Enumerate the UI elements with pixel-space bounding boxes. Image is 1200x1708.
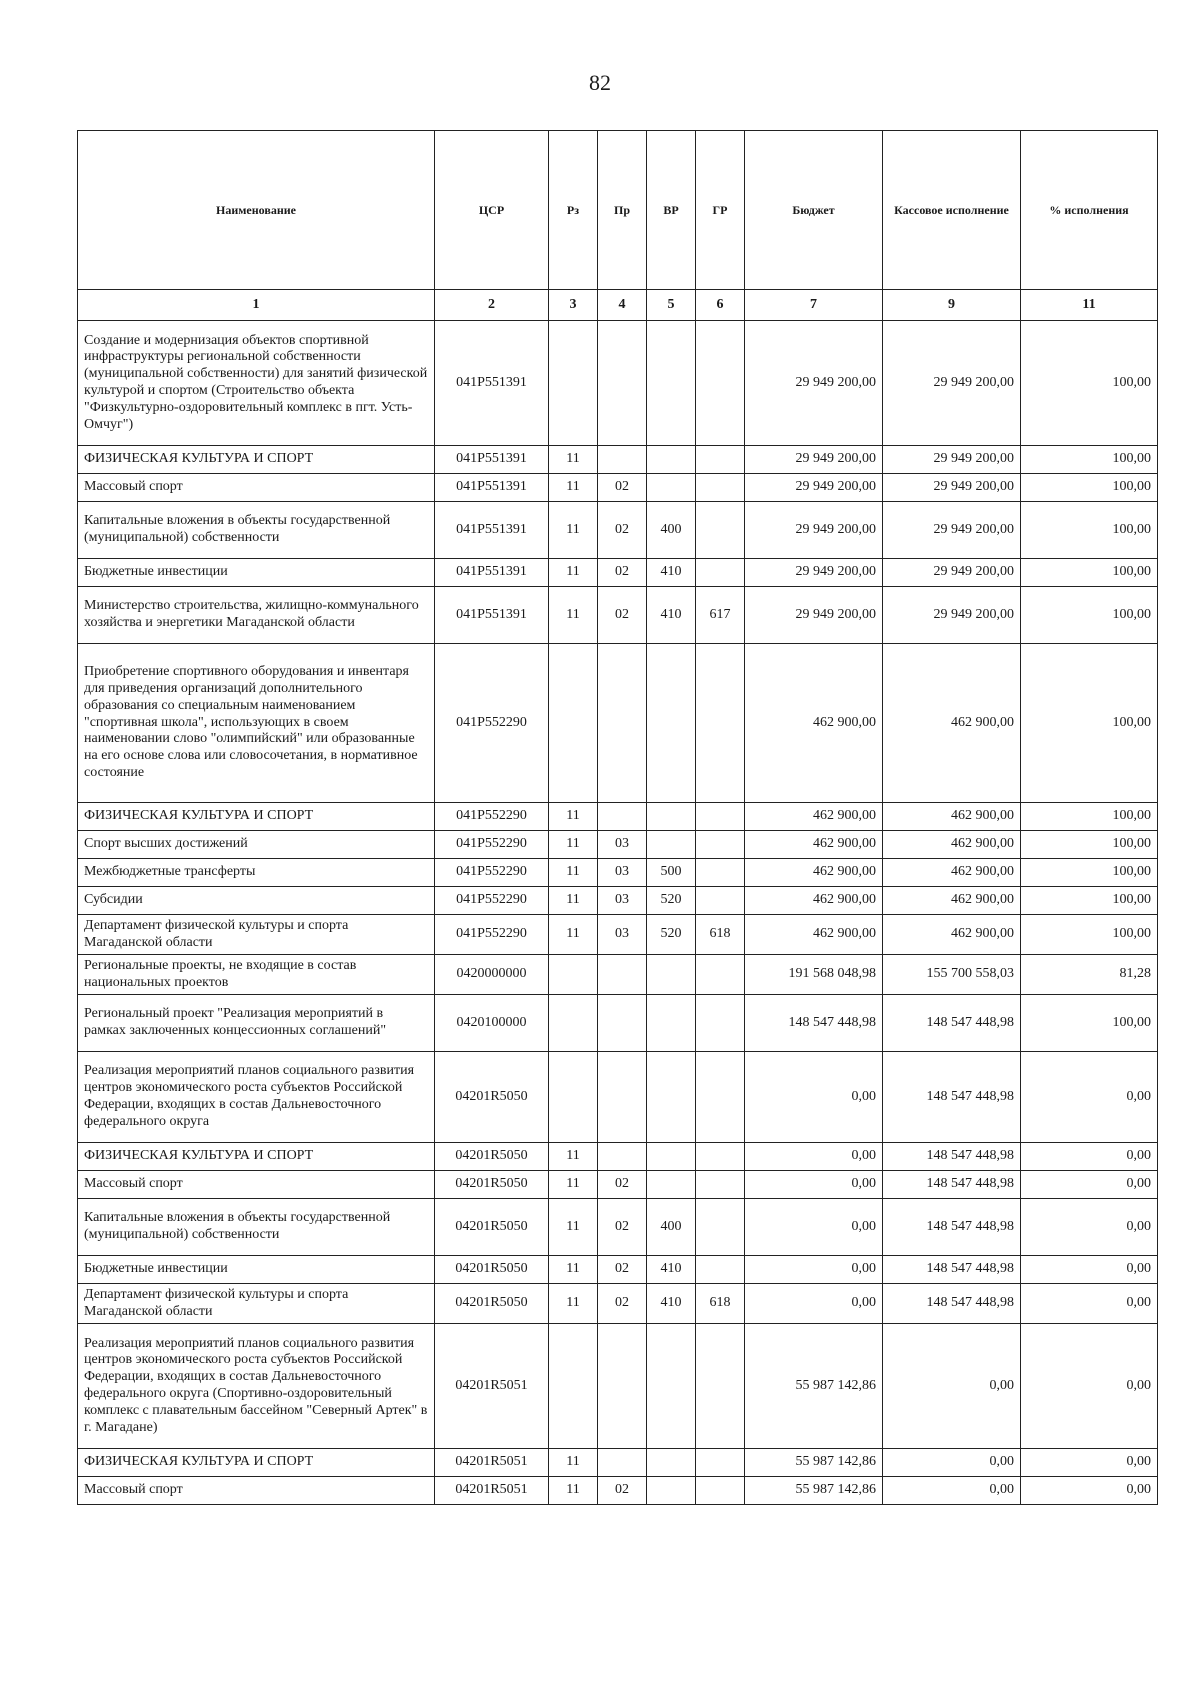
- row-pr-cell: [598, 446, 647, 474]
- column-number: 7: [745, 290, 883, 321]
- header-name: Наименование: [78, 131, 435, 290]
- row-vr-cell: 410: [647, 1256, 696, 1284]
- row-name-cell: ФИЗИЧЕСКАЯ КУЛЬТУРА И СПОРТ: [78, 1449, 435, 1477]
- column-number: 2: [435, 290, 549, 321]
- row-rz-cell: [549, 955, 598, 995]
- row-rz-cell: [549, 644, 598, 803]
- row-cash-cell: 148 547 448,98: [883, 995, 1021, 1052]
- header-row: [78, 131, 1158, 290]
- row-gr-cell: [696, 1052, 745, 1143]
- row-gr-cell: [696, 859, 745, 887]
- row-cash-cell: 148 547 448,98: [883, 1052, 1021, 1143]
- row-csr-cell: 04201R5050: [435, 1199, 549, 1256]
- row-percent-cell: 100,00: [1021, 474, 1158, 502]
- row-pr-cell: [598, 321, 647, 446]
- row-cash-cell: 29 949 200,00: [883, 321, 1021, 446]
- row-cash-cell: 148 547 448,98: [883, 1256, 1021, 1284]
- row-rz-cell: [549, 1324, 598, 1449]
- row-csr-cell: 041P552290: [435, 803, 549, 831]
- row-gr-cell: 618: [696, 1284, 745, 1324]
- row-cash-cell: 462 900,00: [883, 859, 1021, 887]
- row-csr-cell: 04201R5050: [435, 1143, 549, 1171]
- row-rz-cell: 11: [549, 446, 598, 474]
- row-cash-cell: 462 900,00: [883, 803, 1021, 831]
- header-budget: Бюджет: [745, 131, 883, 290]
- row-csr-cell: 041P552290: [435, 859, 549, 887]
- row-percent-cell: 100,00: [1021, 831, 1158, 859]
- row-vr-cell: 410: [647, 587, 696, 644]
- row-rz-cell: 11: [549, 859, 598, 887]
- row-name-cell: Бюджетные инвестиции: [78, 1256, 435, 1284]
- header-csr: ЦСР: [435, 131, 549, 290]
- row-vr-cell: [647, 446, 696, 474]
- row-budget-cell: 462 900,00: [745, 859, 883, 887]
- row-rz-cell: 11: [549, 1284, 598, 1324]
- table-row: [78, 587, 1158, 644]
- row-name-cell: Межбюджетные трансферты: [78, 859, 435, 887]
- header-vr: ВР: [647, 131, 696, 290]
- row-budget-cell: 29 949 200,00: [745, 474, 883, 502]
- row-name-cell: Капитальные вложения в объекты государственной (муниципальной) собственности: [78, 1199, 435, 1256]
- row-cash-cell: 155 700 558,03: [883, 955, 1021, 995]
- row-rz-cell: 11: [549, 831, 598, 859]
- table-row: [78, 321, 1158, 446]
- row-csr-cell: 041P552290: [435, 644, 549, 803]
- row-vr-cell: 410: [647, 559, 696, 587]
- table-row: [78, 915, 1158, 955]
- row-cash-cell: 0,00: [883, 1324, 1021, 1449]
- row-cash-cell: 148 547 448,98: [883, 1143, 1021, 1171]
- row-gr-cell: 618: [696, 915, 745, 955]
- column-number: 4: [598, 290, 647, 321]
- row-budget-cell: 55 987 142,86: [745, 1477, 883, 1505]
- row-gr-cell: [696, 1143, 745, 1171]
- row-csr-cell: 041P552290: [435, 915, 549, 955]
- table-row: [78, 474, 1158, 502]
- row-vr-cell: [647, 803, 696, 831]
- table-row: [78, 446, 1158, 474]
- row-gr-cell: [696, 995, 745, 1052]
- row-csr-cell: 04201R5051: [435, 1449, 549, 1477]
- row-name-cell: Департамент физической культуры и спорта Магаданской области: [78, 915, 435, 955]
- row-pr-cell: 02: [598, 1284, 647, 1324]
- row-vr-cell: [647, 955, 696, 995]
- row-name-cell: ФИЗИЧЕСКАЯ КУЛЬТУРА И СПОРТ: [78, 446, 435, 474]
- table-row: [78, 1256, 1158, 1284]
- row-cash-cell: 148 547 448,98: [883, 1284, 1021, 1324]
- row-percent-cell: 0,00: [1021, 1477, 1158, 1505]
- row-budget-cell: 462 900,00: [745, 887, 883, 915]
- row-csr-cell: 04201R5050: [435, 1052, 549, 1143]
- row-name-cell: Департамент физической культуры и спорта Магаданской области: [78, 1284, 435, 1324]
- row-percent-cell: 0,00: [1021, 1171, 1158, 1199]
- row-percent-cell: 100,00: [1021, 644, 1158, 803]
- row-gr-cell: [696, 1324, 745, 1449]
- row-pr-cell: 03: [598, 887, 647, 915]
- row-percent-cell: 0,00: [1021, 1199, 1158, 1256]
- row-cash-cell: 462 900,00: [883, 644, 1021, 803]
- header-pr: Пр: [598, 131, 647, 290]
- row-cash-cell: 0,00: [883, 1449, 1021, 1477]
- row-rz-cell: 11: [549, 559, 598, 587]
- row-csr-cell: 041P551391: [435, 446, 549, 474]
- row-name-cell: Региональные проекты, не входящие в состав национальных проектов: [78, 955, 435, 995]
- row-percent-cell: 0,00: [1021, 1449, 1158, 1477]
- row-csr-cell: 04201R5050: [435, 1284, 549, 1324]
- row-percent-cell: 100,00: [1021, 502, 1158, 559]
- row-name-cell: Массовый спорт: [78, 1477, 435, 1505]
- column-number: 1: [78, 290, 435, 321]
- row-name-cell: Спорт высших достижений: [78, 831, 435, 859]
- row-csr-cell: 041P552290: [435, 887, 549, 915]
- column-number: 3: [549, 290, 598, 321]
- table-row: [78, 559, 1158, 587]
- row-pr-cell: [598, 1143, 647, 1171]
- row-cash-cell: 29 949 200,00: [883, 559, 1021, 587]
- row-cash-cell: 148 547 448,98: [883, 1171, 1021, 1199]
- row-cash-cell: 0,00: [883, 1477, 1021, 1505]
- row-pr-cell: [598, 644, 647, 803]
- table-row: [78, 1477, 1158, 1505]
- row-percent-cell: 0,00: [1021, 1284, 1158, 1324]
- row-pr-cell: 02: [598, 559, 647, 587]
- row-cash-cell: 29 949 200,00: [883, 502, 1021, 559]
- row-name-cell: Массовый спорт: [78, 474, 435, 502]
- row-pr-cell: 02: [598, 474, 647, 502]
- row-pr-cell: 03: [598, 915, 647, 955]
- column-number: 11: [1021, 290, 1158, 321]
- row-rz-cell: 11: [549, 1256, 598, 1284]
- row-cash-cell: 29 949 200,00: [883, 587, 1021, 644]
- row-vr-cell: [647, 995, 696, 1052]
- row-name-cell: Капитальные вложения в объекты государственной (муниципальной) собственности: [78, 502, 435, 559]
- header-rz: Рз: [549, 131, 598, 290]
- budget-table: [77, 130, 1158, 1505]
- row-vr-cell: 400: [647, 502, 696, 559]
- row-budget-cell: 29 949 200,00: [745, 587, 883, 644]
- row-budget-cell: 0,00: [745, 1052, 883, 1143]
- row-budget-cell: 55 987 142,86: [745, 1449, 883, 1477]
- table-row: [78, 995, 1158, 1052]
- row-budget-cell: 55 987 142,86: [745, 1324, 883, 1449]
- row-pr-cell: [598, 1449, 647, 1477]
- row-budget-cell: 462 900,00: [745, 644, 883, 803]
- row-csr-cell: 04201R5050: [435, 1171, 549, 1199]
- header-percent: % исполнения: [1021, 131, 1158, 290]
- table-row: [78, 887, 1158, 915]
- row-gr-cell: [696, 1199, 745, 1256]
- column-number-row: [78, 290, 1158, 321]
- row-vr-cell: [647, 1171, 696, 1199]
- row-pr-cell: [598, 803, 647, 831]
- row-gr-cell: [696, 1449, 745, 1477]
- row-cash-cell: 462 900,00: [883, 831, 1021, 859]
- table-row: [78, 955, 1158, 995]
- row-percent-cell: 0,00: [1021, 1324, 1158, 1449]
- row-cash-cell: 29 949 200,00: [883, 446, 1021, 474]
- header-gr: ГР: [696, 131, 745, 290]
- row-vr-cell: 520: [647, 887, 696, 915]
- row-percent-cell: 100,00: [1021, 321, 1158, 446]
- row-vr-cell: [647, 321, 696, 446]
- row-pr-cell: 02: [598, 502, 647, 559]
- row-rz-cell: [549, 1052, 598, 1143]
- row-gr-cell: [696, 559, 745, 587]
- column-number: 6: [696, 290, 745, 321]
- table-row: [78, 831, 1158, 859]
- row-gr-cell: [696, 1171, 745, 1199]
- row-budget-cell: 0,00: [745, 1199, 883, 1256]
- row-name-cell: Субсидии: [78, 887, 435, 915]
- row-csr-cell: 04201R5051: [435, 1477, 549, 1505]
- row-gr-cell: [696, 955, 745, 995]
- row-budget-cell: 29 949 200,00: [745, 446, 883, 474]
- row-csr-cell: 041P551391: [435, 587, 549, 644]
- header-cash: Кассовое исполнение: [883, 131, 1021, 290]
- row-gr-cell: [696, 1477, 745, 1505]
- row-csr-cell: 04201R5050: [435, 1256, 549, 1284]
- row-csr-cell: 0420000000: [435, 955, 549, 995]
- row-vr-cell: [647, 1324, 696, 1449]
- row-rz-cell: 11: [549, 1449, 598, 1477]
- row-rz-cell: 11: [549, 915, 598, 955]
- row-budget-cell: 191 568 048,98: [745, 955, 883, 995]
- row-vr-cell: [647, 1477, 696, 1505]
- row-name-cell: Реализация мероприятий планов социального развития центров экономического роста субъектов Российской Федерации, входящих в состав Дальневосточного федерального округа: [78, 1052, 435, 1143]
- row-pr-cell: 02: [598, 1171, 647, 1199]
- row-cash-cell: 462 900,00: [883, 887, 1021, 915]
- row-csr-cell: 041P551391: [435, 321, 549, 446]
- table-row: [78, 644, 1158, 803]
- row-vr-cell: 410: [647, 1284, 696, 1324]
- row-cash-cell: 148 547 448,98: [883, 1199, 1021, 1256]
- row-csr-cell: 041P551391: [435, 559, 549, 587]
- row-percent-cell: 100,00: [1021, 887, 1158, 915]
- row-name-cell: Реализация мероприятий планов социального развития центров экономического роста субъектов Российской Федерации, входящих в состав Дальневосточного федерального округа (Спортивно-оздоровительный комплекс с плавательным бассейном "Северный Артек" в г. Магадане): [78, 1324, 435, 1449]
- row-csr-cell: 0420100000: [435, 995, 549, 1052]
- row-rz-cell: 11: [549, 1477, 598, 1505]
- row-vr-cell: [647, 644, 696, 803]
- row-rz-cell: 11: [549, 1171, 598, 1199]
- row-budget-cell: 29 949 200,00: [745, 502, 883, 559]
- table-row: [78, 502, 1158, 559]
- row-percent-cell: 100,00: [1021, 915, 1158, 955]
- table-row: [78, 803, 1158, 831]
- column-number: 5: [647, 290, 696, 321]
- row-percent-cell: 81,28: [1021, 955, 1158, 995]
- row-vr-cell: 500: [647, 859, 696, 887]
- row-gr-cell: [696, 321, 745, 446]
- row-name-cell: ФИЗИЧЕСКАЯ КУЛЬТУРА И СПОРТ: [78, 1143, 435, 1171]
- row-budget-cell: 0,00: [745, 1171, 883, 1199]
- row-name-cell: Бюджетные инвестиции: [78, 559, 435, 587]
- row-pr-cell: 03: [598, 859, 647, 887]
- table-row: [78, 1324, 1158, 1449]
- row-name-cell: Массовый спорт: [78, 1171, 435, 1199]
- row-rz-cell: 11: [549, 587, 598, 644]
- row-budget-cell: 29 949 200,00: [745, 559, 883, 587]
- row-gr-cell: [696, 446, 745, 474]
- row-percent-cell: 100,00: [1021, 995, 1158, 1052]
- row-vr-cell: [647, 474, 696, 502]
- row-rz-cell: 11: [549, 803, 598, 831]
- row-pr-cell: [598, 1324, 647, 1449]
- row-name-cell: Региональный проект "Реализация мероприятий в рамках заключенных концессионных соглашений": [78, 995, 435, 1052]
- row-name-cell: ФИЗИЧЕСКАЯ КУЛЬТУРА И СПОРТ: [78, 803, 435, 831]
- row-budget-cell: 29 949 200,00: [745, 321, 883, 446]
- row-vr-cell: [647, 1143, 696, 1171]
- row-pr-cell: 02: [598, 587, 647, 644]
- table-row: [78, 1143, 1158, 1171]
- row-csr-cell: 041P551391: [435, 502, 549, 559]
- row-vr-cell: 400: [647, 1199, 696, 1256]
- row-vr-cell: [647, 1449, 696, 1477]
- row-gr-cell: 617: [696, 587, 745, 644]
- row-percent-cell: 100,00: [1021, 859, 1158, 887]
- row-gr-cell: [696, 1256, 745, 1284]
- table-row: [78, 1171, 1158, 1199]
- row-percent-cell: 100,00: [1021, 559, 1158, 587]
- row-budget-cell: 0,00: [745, 1143, 883, 1171]
- row-gr-cell: [696, 644, 745, 803]
- row-gr-cell: [696, 474, 745, 502]
- row-percent-cell: 0,00: [1021, 1052, 1158, 1143]
- table-row: [78, 1449, 1158, 1477]
- page-number: 82: [589, 70, 611, 95]
- row-cash-cell: 462 900,00: [883, 915, 1021, 955]
- column-number: 9: [883, 290, 1021, 321]
- row-name-cell: Министерство строительства, жилищно-коммунального хозяйства и энергетики Магаданской области: [78, 587, 435, 644]
- row-budget-cell: 148 547 448,98: [745, 995, 883, 1052]
- row-csr-cell: 04201R5051: [435, 1324, 549, 1449]
- row-rz-cell: 11: [549, 474, 598, 502]
- row-percent-cell: 100,00: [1021, 587, 1158, 644]
- row-rz-cell: [549, 995, 598, 1052]
- row-rz-cell: 11: [549, 1199, 598, 1256]
- row-gr-cell: [696, 803, 745, 831]
- table-body: [78, 321, 1158, 1505]
- row-percent-cell: 0,00: [1021, 1256, 1158, 1284]
- row-csr-cell: 041P552290: [435, 831, 549, 859]
- row-pr-cell: 03: [598, 831, 647, 859]
- row-budget-cell: 462 900,00: [745, 831, 883, 859]
- row-gr-cell: [696, 831, 745, 859]
- row-pr-cell: 02: [598, 1477, 647, 1505]
- row-gr-cell: [696, 887, 745, 915]
- row-vr-cell: 520: [647, 915, 696, 955]
- row-csr-cell: 041P551391: [435, 474, 549, 502]
- row-pr-cell: 02: [598, 1256, 647, 1284]
- row-name-cell: Создание и модернизация объектов спортивной инфраструктуры региональной собственности (муниципальной собственности) для занятий физической культурой и спортом (Строительство объекта "Физкультурно-оздоровительный комплекс в пгт. Усть-Омчуг"): [78, 321, 435, 446]
- row-budget-cell: 0,00: [745, 1256, 883, 1284]
- row-pr-cell: [598, 1052, 647, 1143]
- table-row: [78, 1199, 1158, 1256]
- row-pr-cell: [598, 955, 647, 995]
- row-budget-cell: 462 900,00: [745, 803, 883, 831]
- row-percent-cell: 100,00: [1021, 446, 1158, 474]
- row-vr-cell: [647, 1052, 696, 1143]
- table-row: [78, 1284, 1158, 1324]
- row-vr-cell: [647, 831, 696, 859]
- table-row: [78, 859, 1158, 887]
- table-row: [78, 1052, 1158, 1143]
- row-cash-cell: 29 949 200,00: [883, 474, 1021, 502]
- row-percent-cell: 100,00: [1021, 803, 1158, 831]
- row-budget-cell: 462 900,00: [745, 915, 883, 955]
- row-rz-cell: 11: [549, 502, 598, 559]
- row-gr-cell: [696, 502, 745, 559]
- row-budget-cell: 0,00: [745, 1284, 883, 1324]
- row-percent-cell: 0,00: [1021, 1143, 1158, 1171]
- row-rz-cell: 11: [549, 1143, 598, 1171]
- row-pr-cell: [598, 995, 647, 1052]
- row-rz-cell: [549, 321, 598, 446]
- row-rz-cell: 11: [549, 887, 598, 915]
- row-name-cell: Приобретение спортивного оборудования и инвентаря для приведения организаций дополнительного образования со специальным наименованием "спортивная школа", использующих в своем наименовании слово "олимпийский" или образованные на его основе слова или словосочетания, в нормативное состояние: [78, 644, 435, 803]
- row-pr-cell: 02: [598, 1199, 647, 1256]
